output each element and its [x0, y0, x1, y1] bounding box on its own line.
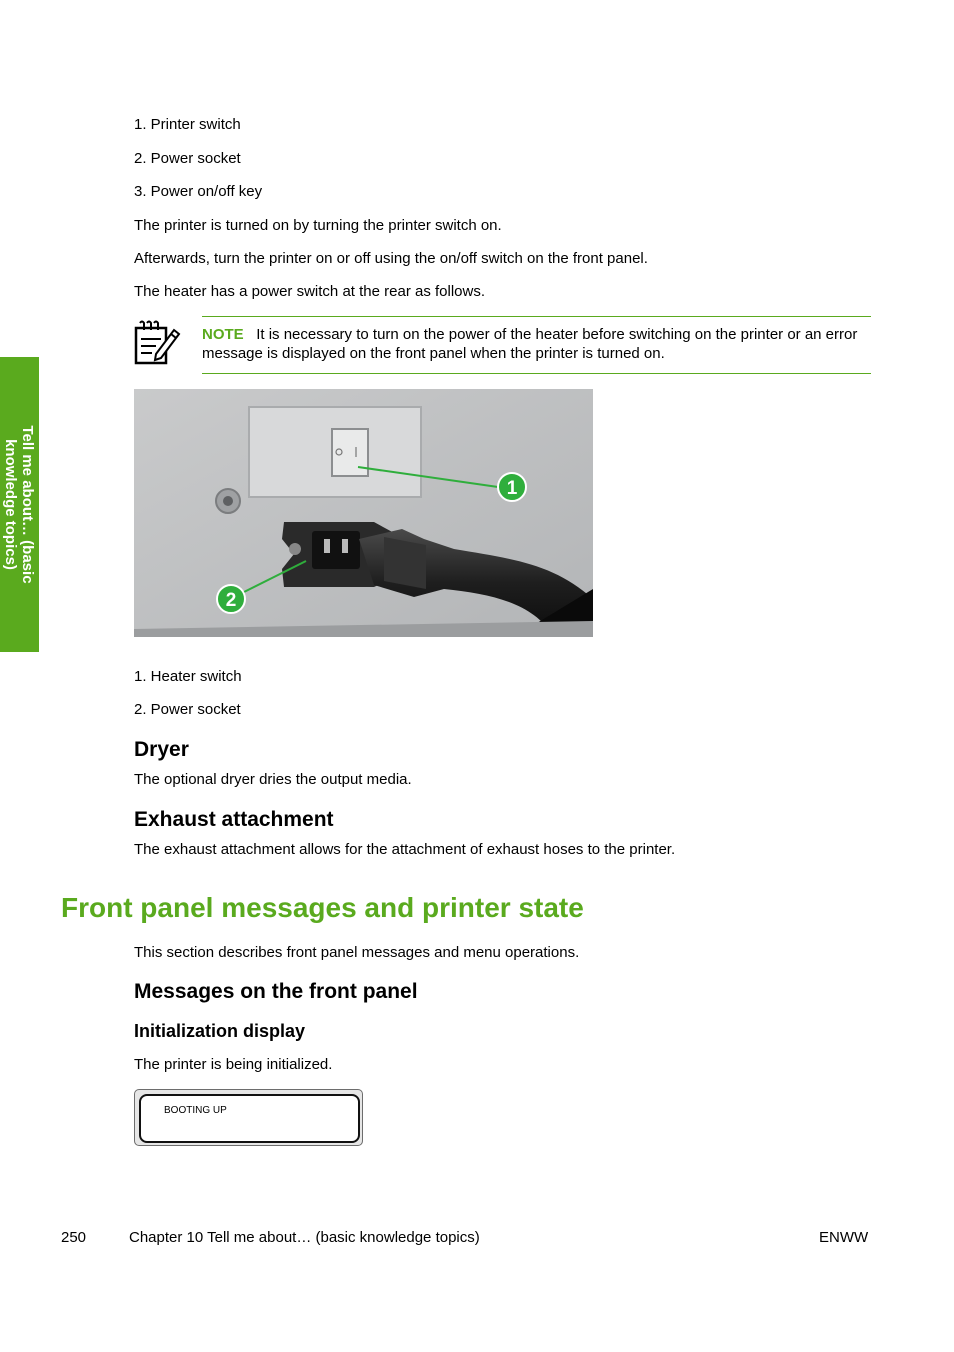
section-intro: This section describes front panel messages and menu operations.: [134, 944, 580, 961]
side-tab-line2: knowledge topics): [2, 439, 20, 570]
note-pencil-icon: [134, 320, 182, 366]
display-screen: [139, 1094, 360, 1143]
footer-chapter: Chapter 10 Tell me about… (basic knowledge topics): [129, 1229, 480, 1246]
list-item: 2. Power socket: [134, 701, 241, 718]
dryer-heading: Dryer: [134, 738, 189, 761]
init-text: The printer is being initialized.: [134, 1056, 333, 1073]
exhaust-heading: Exhaust attachment: [134, 808, 334, 831]
callout-1-label: 1: [506, 478, 518, 499]
footer-code: ENWW: [819, 1229, 869, 1246]
dryer-text: The optional dryer dries the output media.: [134, 771, 412, 788]
side-chapter-tab: [0, 357, 39, 652]
page-number: 250: [61, 1229, 87, 1246]
messages-heading: Messages on the front panel: [134, 980, 418, 1003]
note-label: NOTE: [202, 326, 244, 343]
note-top-rule: [202, 316, 871, 317]
side-tab-text: [0, 357, 39, 652]
front-panel-display: [134, 1089, 363, 1146]
note-bottom-rule: [202, 373, 871, 374]
list-item: 2. Power socket: [134, 150, 241, 167]
note-text: [202, 325, 870, 363]
section-heading: Front panel messages and printer state: [61, 892, 584, 923]
paragraph: The printer is turned on by turning the printer switch on.: [134, 217, 502, 234]
note-body: It is necessary to turn on the power of the heater before switching on the printer or an error message is displayed on the front panel when the printer is turned on.: [202, 326, 858, 362]
heater-photo: [134, 389, 593, 637]
callout-2-label: 2: [225, 590, 237, 611]
paragraph: Afterwards, turn the printer on or off using the on/off switch on the front panel.: [134, 250, 648, 267]
exhaust-text: The exhaust attachment allows for the attachment of exhaust hoses to the printer.: [134, 841, 676, 858]
side-tab-line1: Tell me about… (basic: [19, 425, 37, 584]
paragraph: The heater has a power switch at the rear as follows.: [134, 283, 486, 300]
list-item: 3. Power on/off key: [134, 183, 263, 200]
list-item: 1. Heater switch: [134, 668, 242, 685]
display-message: BOOTING UP: [164, 1105, 227, 1116]
list-item: 1. Printer switch: [134, 116, 241, 133]
init-heading: Initialization display: [134, 1021, 306, 1041]
